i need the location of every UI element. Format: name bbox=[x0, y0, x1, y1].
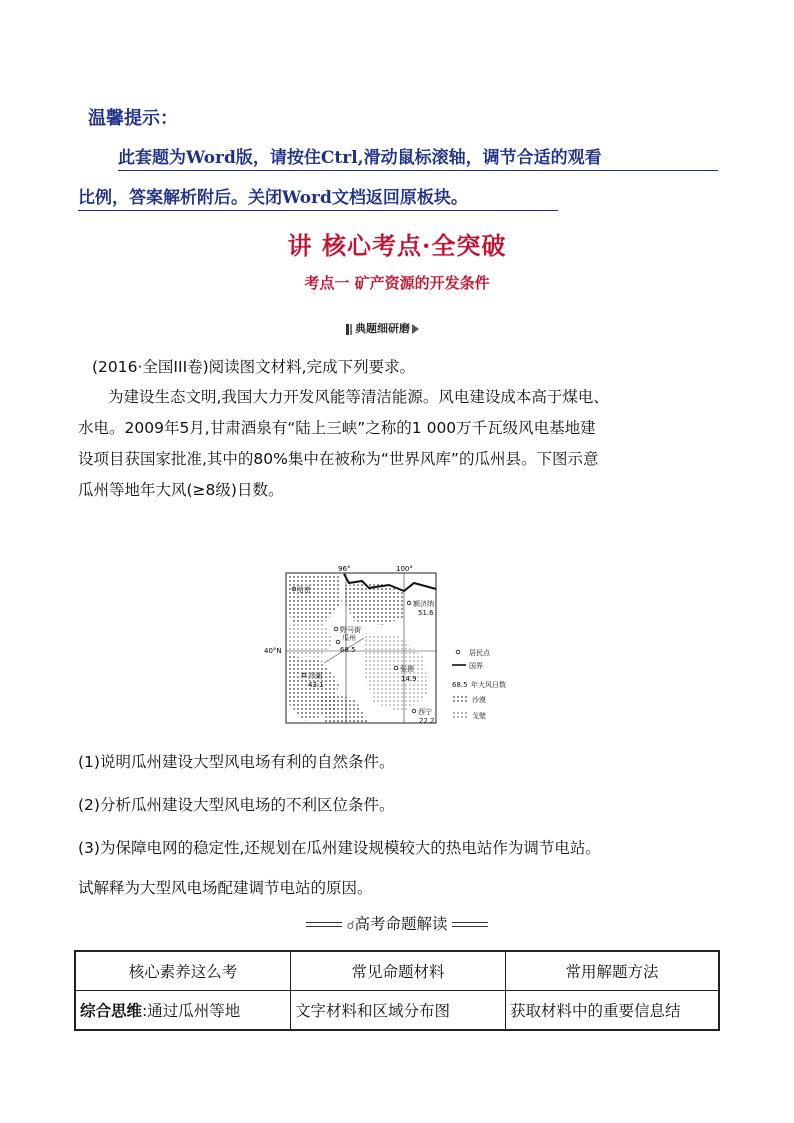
legend-wind-days: 年大风日数 bbox=[471, 681, 506, 689]
place-name: 哈密 bbox=[297, 586, 311, 594]
section-tag bbox=[346, 320, 419, 336]
place-value: 43.1 bbox=[308, 681, 324, 689]
tip-heading: 温馨提示： bbox=[88, 108, 178, 129]
paragraph-line: 设项目获国家批准,其中的80%集中在被称为“世界风库”的瓜州县。下图示意 bbox=[78, 450, 599, 468]
cell-bold: 综合思维 bbox=[80, 1002, 143, 1020]
desert-legend-icon bbox=[452, 695, 468, 702]
place-name: 冷湖 bbox=[308, 672, 322, 680]
place-name: 西宁 bbox=[418, 708, 432, 716]
settlement-legend-icon bbox=[456, 650, 460, 654]
gobi-legend-icon bbox=[452, 711, 468, 718]
question-3: (3)为保障电网的稳定性,还规划在瓜州建设规模较大的热电站作为调节电站。 bbox=[78, 839, 601, 857]
question-2: (2)分析瓜州建设大型风电场的不利区位条件。 bbox=[78, 796, 395, 814]
table-row bbox=[75, 991, 719, 1031]
exam-heading bbox=[0, 912, 794, 934]
table-header-row bbox=[75, 951, 719, 991]
lat-label: 40°N bbox=[264, 647, 282, 655]
legend-border: 国界 bbox=[469, 662, 483, 670]
table-header: 常用解题方法 bbox=[506, 951, 720, 991]
table-header: 常见命题材料 bbox=[291, 951, 506, 991]
magnifier-icon: ☌ bbox=[346, 918, 355, 932]
cell-text: :通过瓜州等地 bbox=[142, 1002, 241, 1020]
table-cell: 获取材料中的重要信息结 bbox=[506, 991, 720, 1031]
place-name: 瓜州 bbox=[342, 634, 356, 642]
tip-line-2: 比例，答案解析附后。关闭Word文档返回原板块。 bbox=[78, 186, 558, 211]
legend-settlement: 居民点 bbox=[469, 649, 490, 657]
place-value: 22.2 bbox=[419, 717, 435, 725]
question-3-cont: 试解释为大型风电场配建调节电站的原因。 bbox=[78, 879, 373, 897]
paragraph-line: 水电。2009年5月,甘肃酒泉有“陆上三峡”之称的1 000万千瓦级风电基地建 bbox=[78, 419, 596, 437]
map-legend bbox=[452, 648, 506, 720]
table-header: 核心素养这么考 bbox=[75, 951, 291, 991]
place-value: 51.6 bbox=[418, 609, 434, 617]
exam-heading-label: 高考命题解读 bbox=[354, 915, 448, 933]
lon-label: 100° bbox=[396, 565, 413, 573]
page-title: 讲 核心考点·全突破 bbox=[287, 231, 507, 260]
divider-line bbox=[306, 922, 342, 927]
question-source: (2016·全国III卷)阅读图文材料,完成下列要求。 bbox=[92, 358, 416, 376]
place-name: 额济纳 bbox=[413, 600, 434, 608]
analysis-table bbox=[74, 950, 720, 1031]
paragraph-line: 为建设生态文明,我国大力开发风能等清洁能源。风电建设成本高于煤电、 bbox=[108, 388, 609, 406]
legend-desert: 沙漠 bbox=[472, 696, 486, 704]
place-value: 68.5 bbox=[340, 646, 356, 654]
wind-map bbox=[264, 563, 534, 733]
paragraph-line: 瓜州等地年大风(≥8级)日数。 bbox=[78, 481, 284, 499]
tag-arrow-icon bbox=[412, 324, 419, 334]
tag-bar-thin-icon bbox=[350, 324, 352, 335]
place-name: 野马街 bbox=[340, 626, 361, 634]
place-name: 张掖 bbox=[400, 665, 414, 673]
question-1: (1)说明瓜州建设大型风电场有利的自然条件。 bbox=[78, 753, 395, 771]
place-value: 14.9 bbox=[401, 675, 417, 683]
map-frame bbox=[286, 573, 436, 723]
table-cell: 文字材料和区域分布图 bbox=[291, 991, 506, 1031]
desert-area bbox=[344, 583, 404, 625]
material-paragraph bbox=[78, 382, 728, 506]
tip-line-1: 此套题为Word版，请按住Ctrl,滑动鼠标滚轴，调节合适的观看 bbox=[118, 146, 718, 171]
section-tag-label: 典题细研磨 bbox=[355, 322, 410, 335]
page-subtitle: 考点一 矿产资源的开发条件 bbox=[304, 274, 490, 292]
tag-bar-icon bbox=[346, 324, 349, 335]
lon-label: 96° bbox=[338, 565, 351, 573]
divider-line bbox=[452, 922, 488, 927]
legend-gobi: 戈壁 bbox=[472, 712, 486, 720]
table-cell bbox=[75, 991, 291, 1031]
legend-sample-value: 68.5 bbox=[452, 681, 468, 689]
